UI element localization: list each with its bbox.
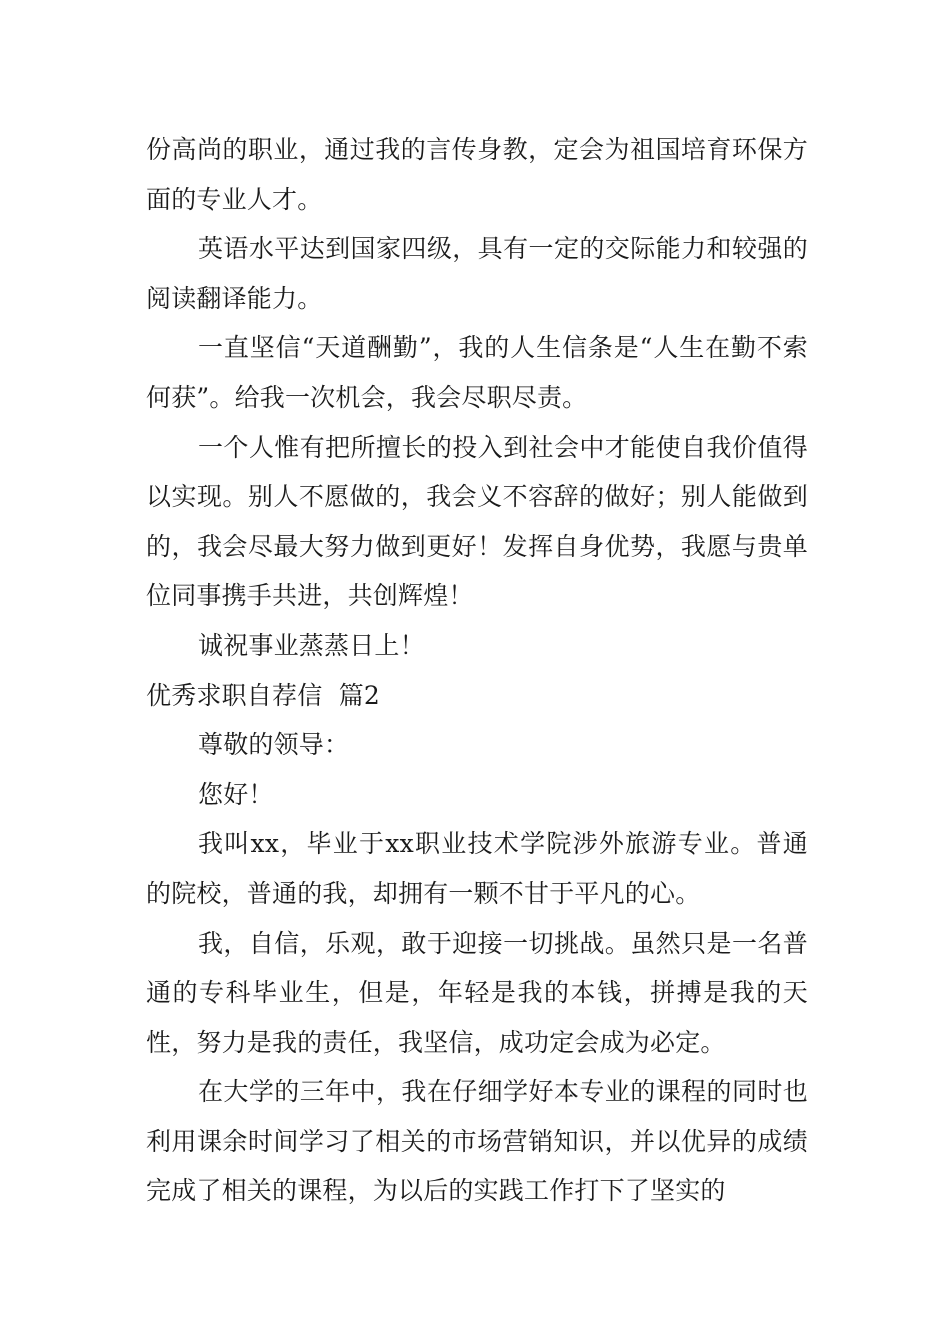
- document-body: [146, 125, 808, 1216]
- paragraph-self-value: 一个人惟有把所擅长的投入到社会中才能使自我价值得以实现。别人不愿做的，我会义不容辞的做好；别人能做到的，我会尽最大努力做到更好！发挥自身优势，我愿与贵单位同事携手共进，共创辉煌！: [146, 432, 808, 611]
- paragraph-greeting: 您好！: [198, 779, 274, 809]
- paragraph-university-study: 在大学的三年中，我在仔细学好本专业的课程的同时也利用课余时间学习了相关的市场营销知识，并以优异的成绩完成了相关的课程，为以后的实践工作打下了坚实的: [146, 1077, 808, 1206]
- section-heading: 优秀求职自荐信 篇2: [146, 680, 381, 710]
- paragraph-english-level: 英语水平达到国家四级，具有一定的交际能力和较强的阅读翻译能力。: [146, 234, 808, 313]
- paragraph-introduction: 我叫xx，毕业于xx职业技术学院涉外旅游专业。普通的院校，普通的我，却拥有一颗不甘于平凡的心。: [146, 829, 808, 908]
- paragraph-continuation: 份高尚的职业，通过我的言传身教，定会为祖国培育环保方面的专业人才。: [146, 135, 808, 214]
- paragraph-confidence: 我，自信，乐观，敢于迎接一切挑战。虽然只是一名普通的专科毕业生，但是，年轻是我的本钱，拼搏是我的天性，努力是我的责任，我坚信，成功定会成为必定。: [146, 928, 808, 1057]
- paragraph-salutation: 尊敬的领导：: [198, 730, 350, 760]
- paragraph-motto: 一直坚信“天道酬勤”，我的人生信条是“人生在勤不索何获”。给我一次机会，我会尽职尽责。: [146, 333, 808, 412]
- paragraph-wishes: 诚祝事业蒸蒸日上！: [198, 630, 425, 660]
